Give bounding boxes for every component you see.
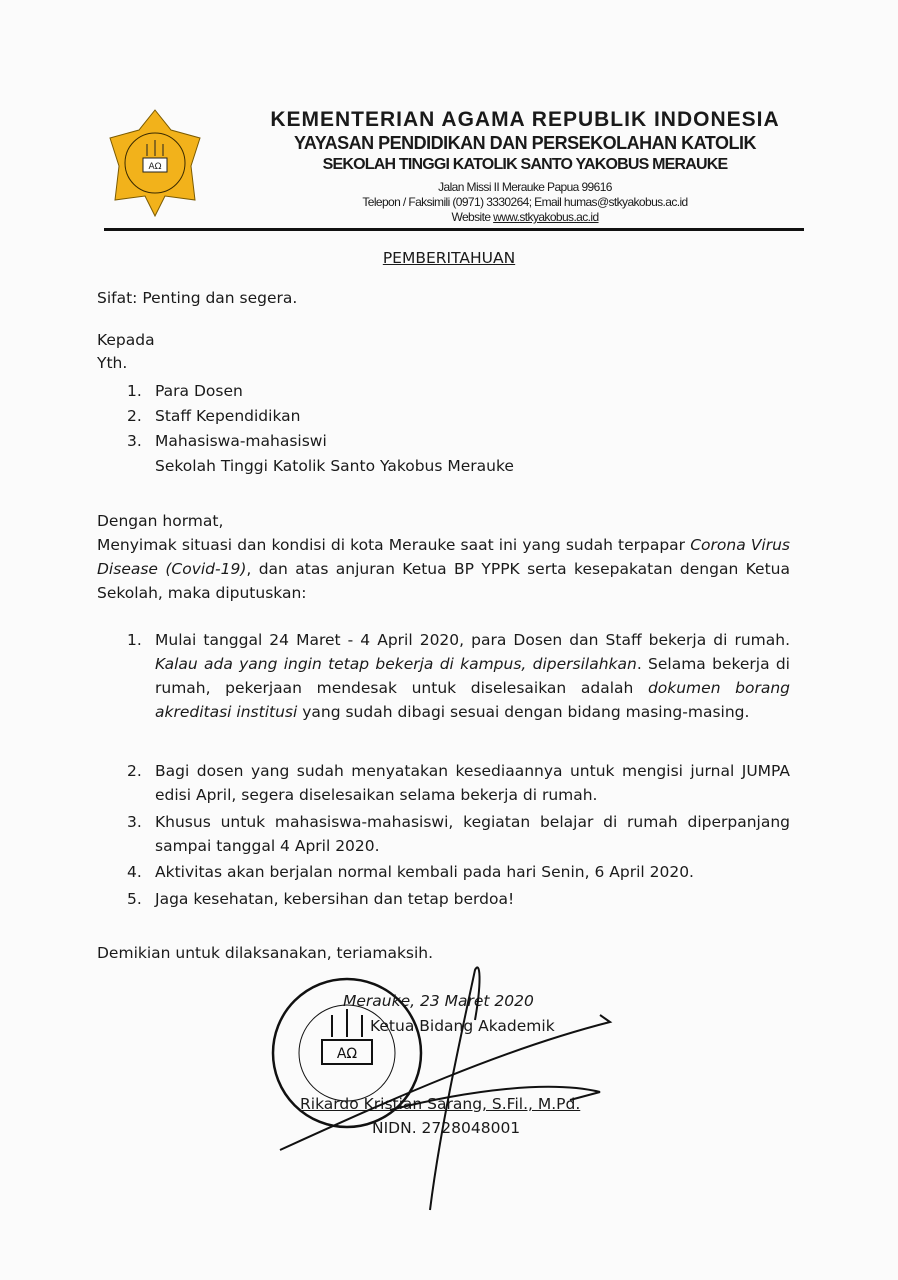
sifat-line: Sifat: Penting dan segera.	[97, 289, 298, 307]
svg-text:AΩ: AΩ	[148, 162, 162, 172]
letterhead-school: SEKOLAH TINGGI KATOLIK SANTO YAKOBUS MERAUKE	[322, 156, 728, 173]
signature-position: Ketua Bidang Akademik	[370, 1017, 555, 1035]
website-link[interactable]: www.stkyakobus.ac.id	[493, 210, 599, 224]
decision-item: 1. Mulai tanggal 24 Maret - 4 April 2020, para Dosen dan Staff bekerja di rumah. Kalau ada yang ingin tetap bekerja di kampus, dipersilahkan. Selama bekerja di rumah, pekerjaan mendesak untuk diselesaikan adalah dokumen borang akreditasi institusi yang sudah dibagi sesuai dengan bidang masing-masing.	[127, 631, 790, 721]
salutation: Dengan hormat,	[97, 512, 224, 530]
svg-text:AΩ: AΩ	[336, 1046, 358, 1062]
signatory-nidn: NIDN. 2728048001	[372, 1119, 521, 1137]
decision-item: 4. Aktivitas akan berjalan normal kembali pada hari Senin, 6 April 2020.	[127, 863, 694, 881]
intro-paragraph: Menyimak situasi dan kondisi di kota Merauke saat ini yang sudah terpapar Corona Virus Disease (Covid-19), dan atas anjuran Ketua BP YPPK serta kesepakatan dengan Ketua Sekolah, maka diputuskan:	[97, 536, 791, 602]
letterhead-foundation: YAYASAN PENDIDIKAN DAN PERSEKOLAHAN KATOLIK	[294, 133, 756, 153]
recipient-item: 2. Staff Kependidikan	[127, 407, 301, 425]
recipient-institution: Sekolah Tinggi Katolik Santo Yakobus Merauke	[155, 457, 514, 475]
decision-item: 2. Bagi dosen yang sudah menyatakan kesediaannya untuk mengisi jurnal JUMPA edisi April, segera diselesaikan selama bekerja di rumah.	[127, 762, 790, 804]
letterhead-ministry: KEMENTERIAN AGAMA REPUBLIK INDONESIA	[270, 108, 780, 131]
decision-item: 3. Khusus untuk mahasiswa-mahasiswi, kegiatan belajar di rumah diperpanjang sampai tanggal 4 April 2020.	[127, 813, 790, 855]
yth-label: Yth.	[97, 354, 128, 372]
letterhead-contact: Telepon / Faksimili (0971) 3330264; Email humas@stkyakobus.ac.id	[362, 195, 688, 209]
recipient-list	[127, 379, 627, 478]
document-title: PEMBERITAHUAN	[382, 249, 516, 267]
website-label: Website	[451, 210, 491, 224]
letterhead-address: Jalan Missi II Merauke Papua 99616	[438, 180, 612, 194]
signature-place-date: Merauke, 23 Maret 2020	[343, 992, 534, 1010]
recipient-item: 3. Mahasiswa-mahasiswi	[127, 432, 327, 450]
letterhead-website-line	[200, 210, 850, 224]
handwritten-signature	[270, 960, 630, 1220]
signatory-name: Rikardo Kristian Sarang, S.Fil., M.Pd.	[300, 1095, 581, 1113]
closing-line: Demikian untuk dilaksanakan, teriamaksih.	[97, 944, 434, 962]
recipient-item: 1. Para Dosen	[127, 382, 243, 400]
letterhead-divider	[104, 228, 804, 231]
institution-logo	[105, 108, 205, 218]
kepada-label: Kepada	[97, 331, 155, 349]
decision-item: 5. Jaga kesehatan, kebersihan dan tetap berdoa!	[127, 890, 515, 908]
